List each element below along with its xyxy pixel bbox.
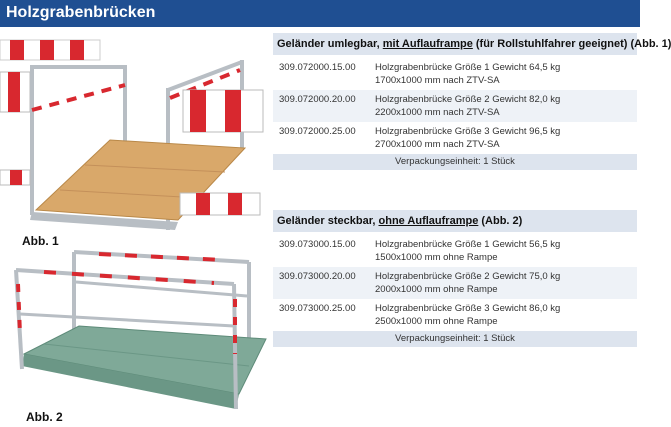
page-title: Holzgrabenbrücken	[6, 4, 156, 21]
figure-2-label: Abb. 2	[26, 410, 63, 424]
table-row	[273, 58, 637, 90]
article-number: 309.073000.15.00	[279, 239, 356, 250]
heading-prefix: Geländer steckbar,	[277, 215, 379, 227]
figure-1-label: Abb. 1	[22, 234, 59, 248]
description-line-1: Holzgrabenbrücke Größe 2 Gewicht 82,0 kg	[375, 94, 561, 105]
description-line-2: 2500x1000 mm ohne Rampe	[375, 316, 498, 327]
article-number: 309.072000.20.00	[279, 94, 356, 105]
packaging-unit: Verpackungseinheit: 1 Stück	[273, 331, 637, 347]
table-row	[273, 235, 637, 267]
section-heading	[273, 210, 637, 232]
description-line-1: Holzgrabenbrücke Größe 1 Gewicht 56,5 kg	[375, 239, 561, 250]
description-line-2: 1700x1000 mm nach ZTV-SA	[375, 75, 500, 86]
description-line-2: 2000x1000 mm ohne Rampe	[375, 284, 498, 295]
table-row	[273, 90, 637, 122]
heading-suffix: (Abb. 2)	[478, 215, 523, 227]
table-row	[273, 122, 637, 154]
table-row	[273, 299, 637, 331]
description-line-2: 2200x1000 mm nach ZTV-SA	[375, 107, 500, 118]
description-line-1: Holzgrabenbrücke Größe 3 Gewicht 96,5 kg	[375, 126, 561, 137]
heading-underlined: ohne Auflauframpe	[378, 215, 479, 227]
title-bar	[0, 0, 640, 27]
description-line-2: 1500x1000 mm ohne Rampe	[375, 252, 498, 263]
section-without-ramp	[273, 210, 637, 347]
description-line-1: Holzgrabenbrücke Größe 3 Gewicht 86,0 kg	[375, 303, 561, 314]
description-line-1: Holzgrabenbrücke Größe 2 Gewicht 75,0 kg	[375, 271, 561, 282]
bridge-photo-2	[4, 244, 270, 414]
description-line-1: Holzgrabenbrücke Größe 1 Gewicht 64,5 kg	[375, 62, 561, 73]
article-number: 309.072000.25.00	[279, 126, 356, 137]
heading-underlined: mit Auflauframpe	[382, 38, 473, 50]
heading-suffix: (für Rollstuhlfahrer geeignet) (Abb. 1)	[472, 38, 671, 50]
table-row	[273, 267, 637, 299]
description-line-2: 2700x1000 mm nach ZTV-SA	[375, 139, 500, 150]
packaging-unit: Verpackungseinheit: 1 Stück	[273, 154, 637, 170]
bridge-photo-1	[0, 30, 270, 230]
article-number: 309.072000.15.00	[279, 62, 356, 73]
article-number: 309.073000.25.00	[279, 303, 356, 314]
section-heading	[273, 33, 671, 55]
article-number: 309.073000.20.00	[279, 271, 356, 282]
section-with-ramp	[273, 33, 671, 170]
heading-prefix: Geländer umlegbar,	[277, 38, 383, 50]
